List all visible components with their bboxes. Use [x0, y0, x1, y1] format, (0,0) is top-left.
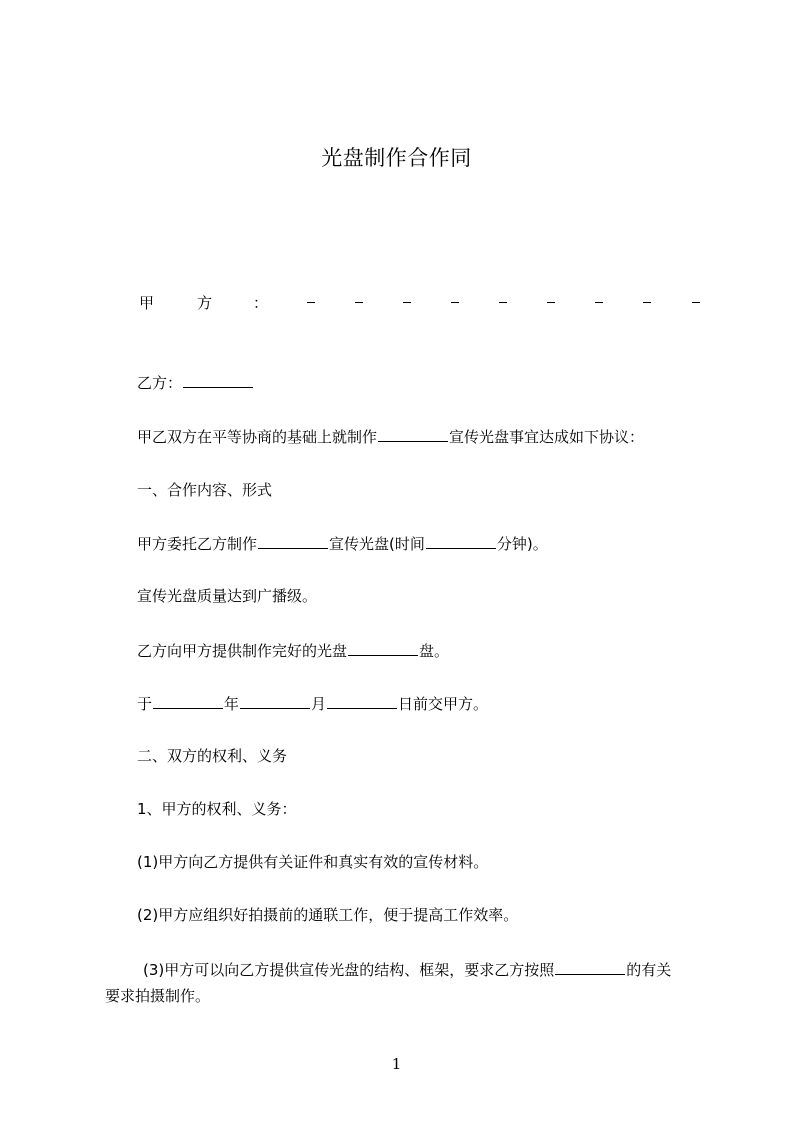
item-3-continued: 要求拍摄制作。 [105, 987, 211, 1005]
party-b-label: 乙方： [137, 374, 183, 392]
clause-text: 日前交甲方。 [398, 695, 489, 713]
page-number: 1 [391, 1055, 402, 1073]
intro-text: 宣传光盘事宜达成如下协议： [449, 428, 645, 446]
fill-blank [426, 533, 496, 549]
fill-blank [378, 426, 448, 442]
party-a-blank [692, 302, 700, 303]
party-a-colon: ： [253, 294, 269, 312]
party-a-line [137, 292, 707, 314]
section1-heading: 一、合作内容、形式 [137, 481, 273, 499]
s1-line2: 宣传光盘质量达到广播级。 [137, 587, 318, 605]
section2-heading: 二、双方的权利、义务 [137, 747, 288, 765]
fill-blank [258, 533, 328, 549]
intro-text: 甲乙双方在平等协商的基础上就制作 [137, 428, 378, 446]
clause-text: 盘。 [419, 642, 450, 660]
clause-text: 乙方向甲方提供制作完好的光盘 [137, 642, 348, 660]
clause-text: 分钟)。 [496, 535, 548, 553]
document-title: 光盘制作合作同 [321, 146, 472, 170]
s1-line4 [137, 693, 488, 714]
clause-text: 甲方委托乙方制作 [137, 535, 258, 553]
item-3 [143, 959, 671, 980]
clause-text: (3)甲方可以向乙方提供宣传光盘的结构、框架，要求乙方按照 [143, 961, 555, 979]
party-a-blank [403, 302, 411, 303]
item-1: (1)甲方向乙方提供有关证件和真实有效的宣传材料。 [137, 853, 489, 871]
clause-text: 年 [224, 695, 240, 713]
party-a-blank [355, 302, 363, 303]
party-a-char2: 方 [197, 294, 213, 312]
party-a-blank [307, 302, 315, 303]
party-a-blank [499, 302, 507, 303]
party-a-blank [547, 302, 555, 303]
fill-blank [327, 693, 397, 709]
sub1-heading: 1、甲方的权利、义务： [137, 800, 297, 818]
fill-blank [240, 693, 310, 709]
intro-paragraph [137, 426, 644, 447]
party-b-line [137, 372, 254, 393]
item-2: (2)甲方应组织好拍摄前的通联工作，便于提高工作效率。 [137, 906, 519, 924]
clause-text: 月 [311, 695, 327, 713]
party-a-blank [643, 302, 651, 303]
s1-line1 [137, 533, 548, 554]
fill-blank [348, 640, 418, 656]
party-a-blank [451, 302, 459, 303]
party-a-char1: 甲 [139, 294, 155, 312]
fill-blank [183, 372, 253, 388]
s1-line3 [137, 640, 449, 661]
clause-text: 的有关 [626, 961, 672, 979]
clause-text: 宣传光盘(时间 [329, 535, 425, 553]
party-a-blank [595, 302, 603, 303]
fill-blank [555, 959, 625, 975]
fill-blank [153, 693, 223, 709]
clause-text: 于 [137, 695, 153, 713]
